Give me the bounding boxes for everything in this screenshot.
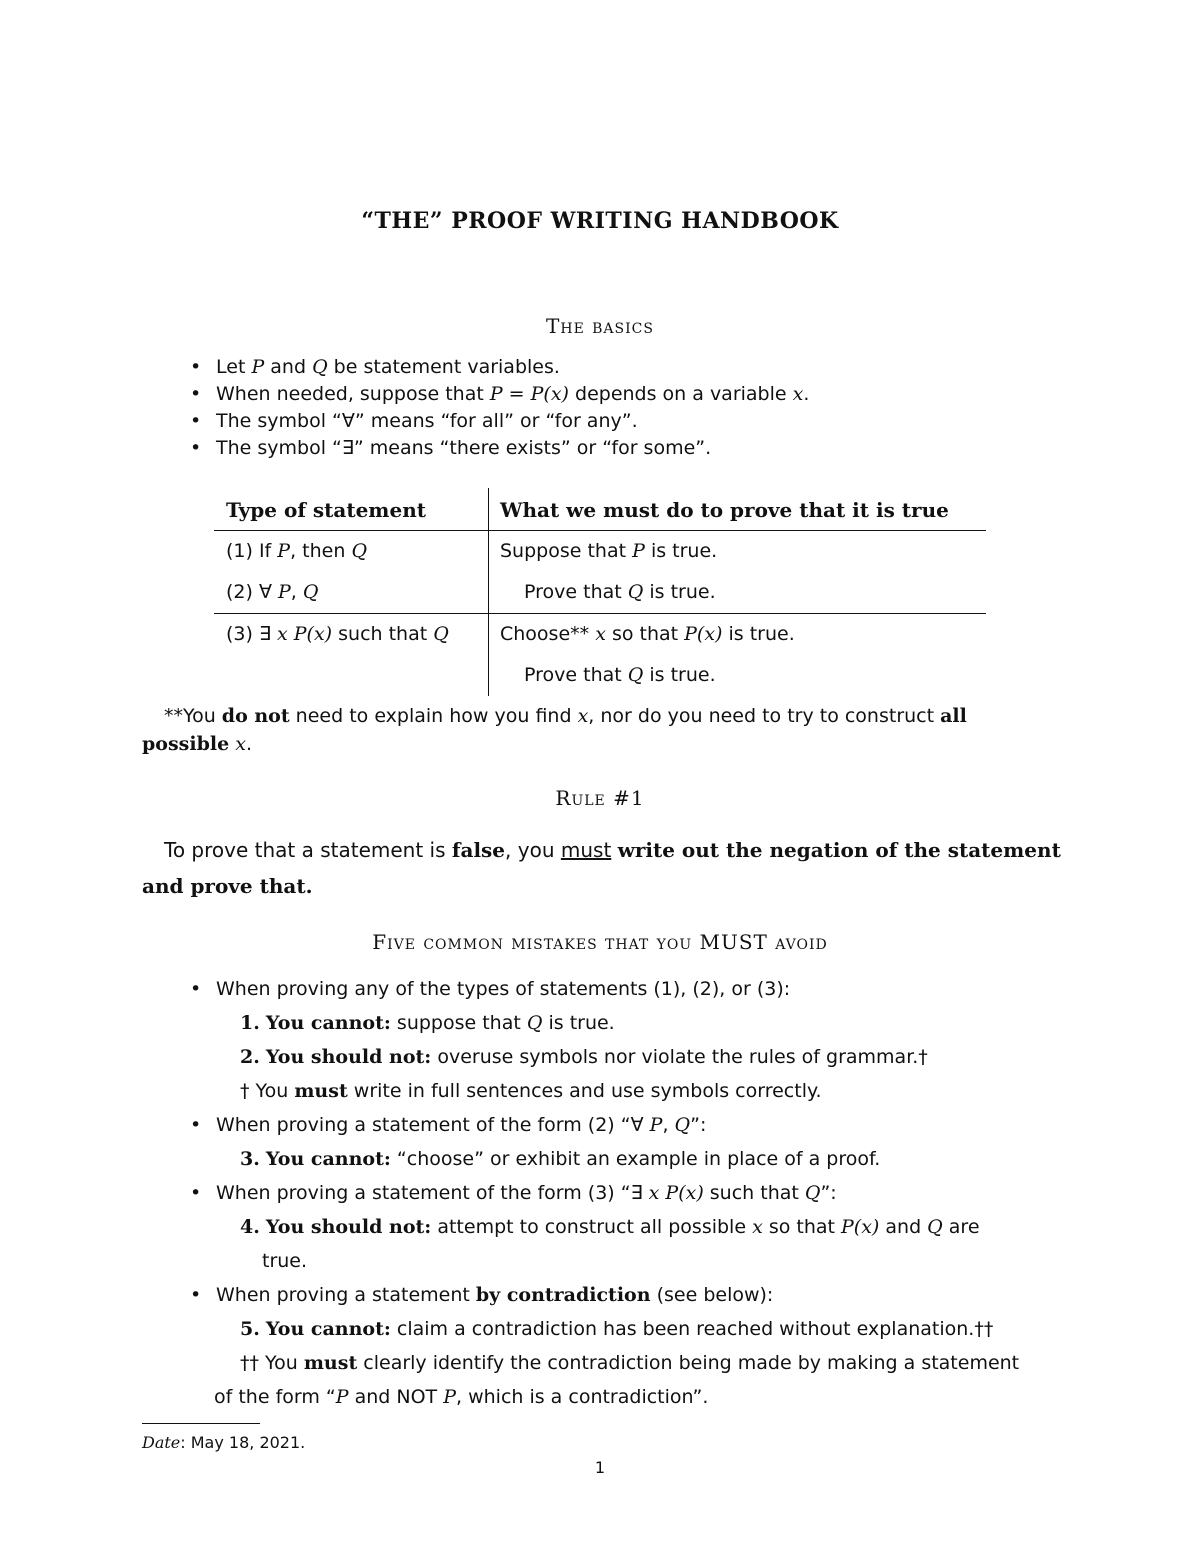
table-note: **You do not need to explain how you find x, nor do you need to try to construct all possible x. (142, 705, 967, 755)
section-heading-basics: The basics (546, 314, 654, 338)
mistake-1: 1. You cannot: suppose that Q is true. (240, 1012, 615, 1034)
list-item: • When proving a statement of the form (2) “∀ P, Q”: (190, 1114, 707, 1136)
mistake-2-note: † You must write in full sentences and use symbols correctly. (240, 1080, 822, 1102)
list-item: • When proving a statement by contradiction (see below): (190, 1284, 774, 1306)
list-item: • The symbol “∀” means “for all” or “for any”. (190, 410, 638, 432)
list-item: • When needed, suppose that P = P(x) depends on a variable x. (190, 383, 810, 405)
table-rule (214, 613, 986, 614)
proof-table (214, 488, 986, 696)
bullet-icon: • (190, 1284, 202, 1306)
rule1-text: To prove that a statement is false, you must write out the negation of the statement and prove that. (142, 838, 1061, 898)
page-title: “THE” PROOF WRITING HANDBOOK (361, 208, 839, 234)
footnote-date: Date: May 18, 2021. (142, 1433, 306, 1452)
table-cell: Choose** x so that P(x) is true. (500, 623, 795, 645)
list-item: • The symbol “∃” means “there exists” or “for some”. (190, 437, 712, 459)
page-number: 1 (594, 1458, 606, 1477)
list-item: • Let P and Q be statement variables. (190, 356, 560, 378)
section-heading-mistakes: Five common mistakes that you MUST avoid (372, 930, 828, 954)
bullet-icon: • (190, 1114, 202, 1136)
bullet-icon: • (190, 437, 202, 459)
bullet-icon: • (190, 383, 202, 405)
mistake-3: 3. You cannot: “choose” or exhibit an example in place of a proof. (240, 1148, 881, 1170)
table-header-type: Type of statement (226, 498, 426, 522)
mistake-5: 5. You cannot: claim a contradiction has been reached without explanation.†† (240, 1318, 994, 1340)
mistake-4: 4. You should not: attempt to construct all possible x so that P(x) and Q are (240, 1216, 980, 1238)
mistake-5-note-cont: of the form “P and NOT P, which is a contradiction”. (214, 1386, 709, 1408)
mistake-5-note: †† You must clearly identify the contradiction being made by making a statement (240, 1352, 1020, 1374)
mistake-2: 2. You should not: overuse symbols nor violate the rules of grammar.† (240, 1046, 928, 1068)
table-cell: Prove that Q is true. (524, 581, 716, 603)
footnote-rule (142, 1423, 260, 1424)
list-item: • When proving a statement of the form (3) “∃ x P(x) such that Q”: (190, 1182, 837, 1204)
bullet-icon: • (190, 410, 202, 432)
bullet-icon: • (190, 978, 202, 1000)
section-heading-rule1: Rule #1 (555, 786, 645, 810)
bullet-icon: • (190, 356, 202, 378)
table-header-prove: What we must do to prove that it is true (500, 498, 949, 522)
table-cell: (1) If P, then Q (226, 540, 368, 562)
mistake-4-cont: true. (262, 1250, 308, 1272)
table-rule (214, 530, 986, 531)
list-item: • When proving any of the types of statements (1), (2), or (3): (190, 978, 791, 1000)
table-divider (488, 488, 489, 696)
table-cell: Suppose that P is true. (500, 540, 718, 562)
table-cell: (3) ∃ x P(x) such that Q (226, 623, 449, 645)
bullet-icon: • (190, 1182, 202, 1204)
table-cell: Prove that Q is true. (524, 664, 716, 686)
table-cell: (2) ∀ P, Q (226, 581, 319, 603)
